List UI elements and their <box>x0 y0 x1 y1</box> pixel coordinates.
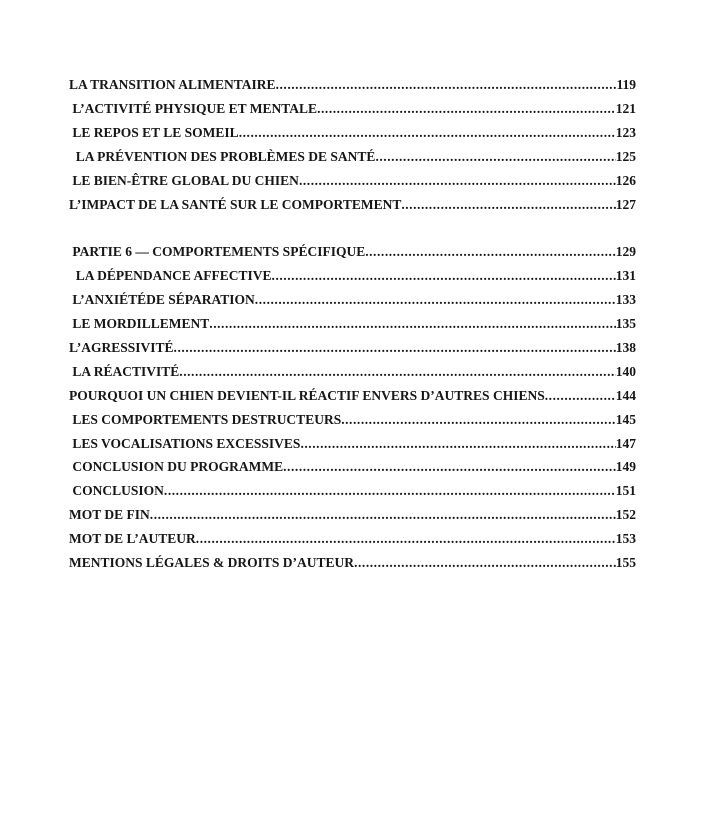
toc-entry-page: 138 <box>615 339 636 355</box>
dot-leader <box>365 240 616 264</box>
toc-entry[interactable] <box>69 479 636 503</box>
toc-entry-page: 147 <box>615 435 636 451</box>
toc-entry-title: MENTIONS LÉGALES & DROITS D’AUTEUR <box>69 555 355 571</box>
toc-entry[interactable] <box>69 145 636 169</box>
dot-leader <box>276 73 617 97</box>
toc-entry-title: MOT DE L’AUTEUR <box>69 531 196 547</box>
toc-entry-page: 125 <box>615 148 636 164</box>
toc-entry-page: 119 <box>616 77 636 92</box>
toc-entry-page: 149 <box>615 459 636 475</box>
toc-entry[interactable] <box>69 73 636 97</box>
toc-entry[interactable] <box>69 288 636 312</box>
dot-leader <box>239 121 616 145</box>
dot-leader <box>164 479 616 503</box>
toc-entry[interactable] <box>69 527 636 551</box>
toc-entry[interactable] <box>69 193 636 217</box>
toc-entry-page: 145 <box>615 411 636 427</box>
toc-entry-title: CONCLUSION <box>69 483 164 499</box>
toc-entry-page: 131 <box>615 268 636 284</box>
toc-entry[interactable] <box>69 551 636 575</box>
toc-entry-title: MOT DE FIN <box>69 507 150 523</box>
toc-entry-title: POURQUOI UN CHIEN DEVIENT-IL RÉACTIF ENVERS D’AUTRES CHIENS <box>69 387 545 403</box>
dot-leader <box>375 145 615 169</box>
toc-entry-title: LES VOCALISATIONS EXCESSIVES <box>69 435 301 451</box>
dot-leader <box>174 336 616 360</box>
toc-entry[interactable] <box>69 384 636 408</box>
toc-entry-title: L’ACTIVITÉ PHYSIQUE ET MENTALE <box>69 100 318 116</box>
toc-section-health <box>69 73 636 216</box>
toc-entry-title: L’IMPACT DE LA SANTÉ SUR LE COMPORTEMENT <box>69 196 402 212</box>
dot-leader <box>179 360 615 384</box>
toc-entry-title: LA PRÉVENTION DES PROBLÈMES DE SANTÉ <box>69 148 376 164</box>
toc-entry-title: LA TRANSITION ALIMENTAIRE <box>69 77 276 92</box>
dot-leader <box>341 408 616 432</box>
toc-entry-page: 127 <box>615 196 636 212</box>
toc-entry-title: CONCLUSION DU PROGRAMME <box>69 459 284 475</box>
toc-entry-page: 140 <box>615 363 636 379</box>
toc-entry[interactable] <box>69 455 636 479</box>
dot-leader <box>401 193 615 217</box>
toc-entry-title: PARTIE 6 — COMPORTEMENTS SPÉCIFIQUE <box>69 244 366 260</box>
dot-leader <box>299 169 616 193</box>
toc-entry-title: LE BIEN-ÊTRE GLOBAL DU CHIEN <box>69 172 299 188</box>
dot-leader <box>283 455 616 479</box>
dot-leader <box>272 264 616 288</box>
toc-entry-page: 153 <box>615 531 636 547</box>
toc-entry[interactable] <box>69 408 636 432</box>
toc-entry[interactable] <box>69 336 636 360</box>
dot-leader <box>209 312 615 336</box>
toc-entry-page: 135 <box>615 316 636 332</box>
toc-entry[interactable] <box>69 97 636 121</box>
toc-entry[interactable] <box>69 360 636 384</box>
dot-leader <box>545 384 616 408</box>
toc-entry-page: 151 <box>615 483 636 499</box>
toc-entry-page: 155 <box>615 555 636 571</box>
toc-entry-title: LA RÉACTIVITÉ <box>69 363 180 379</box>
toc-entry-title: LE MORDILLEMENT <box>69 316 210 332</box>
dot-leader <box>300 432 615 456</box>
toc-entry-page: 123 <box>615 124 636 140</box>
toc-entry[interactable] <box>69 264 636 288</box>
toc-entry-page: 152 <box>615 507 636 523</box>
toc-entry[interactable] <box>69 121 636 145</box>
toc-entry-page: 144 <box>615 387 636 403</box>
toc-entry[interactable] <box>69 503 636 527</box>
toc-entry[interactable] <box>69 312 636 336</box>
toc-entry-title: L’AGRESSIVITÉ <box>69 339 174 355</box>
toc-entry-title: L’ANXIÉTÉDE SÉPARATION <box>69 292 255 308</box>
toc-entry[interactable] <box>69 169 636 193</box>
dot-leader <box>354 551 616 575</box>
dot-leader <box>150 503 616 527</box>
toc-entry-title: LE REPOS ET LE SOMEIL <box>69 124 239 140</box>
toc-entry-page: 133 <box>615 292 636 308</box>
dot-leader <box>196 527 616 551</box>
toc-entry-title: LES COMPORTEMENTS DESTRUCTEURS <box>69 411 342 427</box>
dot-leader <box>317 97 616 121</box>
dot-leader <box>255 288 616 312</box>
toc-entry-page: 129 <box>615 244 636 260</box>
toc-entry-part-heading[interactable] <box>69 240 636 264</box>
toc-section-part6 <box>69 240 636 575</box>
toc-entry-page: 121 <box>615 100 636 116</box>
toc-entry-page: 126 <box>615 172 636 188</box>
toc-entry-title: LA DÉPENDANCE AFFECTIVE <box>69 268 272 284</box>
toc-entry[interactable] <box>69 432 636 456</box>
